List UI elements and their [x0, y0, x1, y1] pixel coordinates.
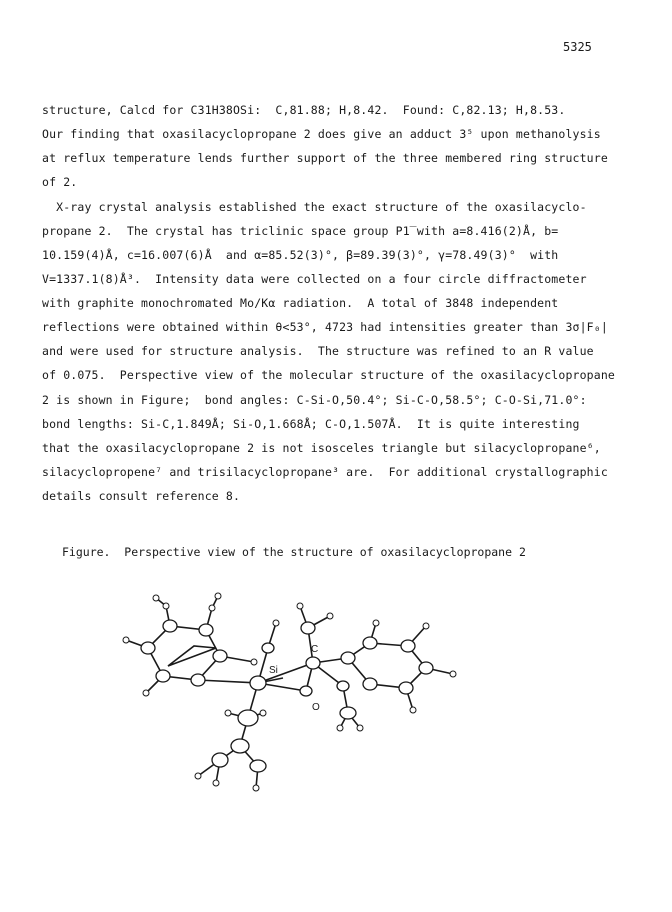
atoms — [141, 620, 433, 772]
text-line: with graphite monochromated Mo/Kα radiation. A total of 3848 independent — [42, 296, 559, 310]
molecular-structure-figure — [108, 588, 468, 803]
atom-label-c: C — [311, 644, 319, 655]
atom-label-o: O — [312, 702, 320, 713]
text-line: structure, Calcd for C31H38OSi: C,81.88; H,8.42. Found: C,82.13; H,8.53. — [42, 103, 566, 117]
text-line: silacyclopropene⁷ and trisilacyclopropane³ are. For additional crystallographic — [42, 465, 608, 479]
text-line: 10.159(4)Å, c=16.007(6)Å and α=85.52(3)°, β=89.39(3)°, γ=78.49(3)° with — [42, 248, 559, 262]
text-line: bond lengths: Si-C,1.849Å; Si-O,1.668Å; C-O,1.507Å. It is quite interesting — [42, 417, 580, 431]
text-line: of 2. — [42, 175, 78, 189]
figure-caption: Figure. Perspective view of the structure of oxasilacyclopropane 2 — [62, 545, 526, 559]
text-line: and were used for structure analysis. The structure was refined to an R value — [42, 344, 594, 358]
text-line: details consult reference 8. — [42, 489, 241, 503]
text-line: reflections were obtained within θ<53°, 4723 had intensities greater than 3σ|F₀| — [42, 320, 608, 334]
text-line: at reflux temperature lends further support of the three membered ring structure — [42, 151, 608, 165]
text-line: Our finding that oxasilacyclopropane 2 does give an adduct 3⁵ upon methanolysis — [42, 127, 601, 141]
text-line: V=1337.1(8)Å³. Intensity data were collected on a four circle diffractometer — [42, 272, 587, 286]
text-line: of 0.075. Perspective view of the molecular structure of the oxasilacyclopropane — [42, 368, 615, 382]
text-line: that the oxasilacyclopropane 2 is not isosceles triangle but silacyclopropane⁶, — [42, 441, 601, 455]
text-line: propane 2. The crystal has triclinic space group P1̅ with a=8.416(2)Å, b= — [42, 224, 559, 238]
atom-label-si: Si — [269, 665, 278, 676]
page-number: 5325 — [563, 40, 592, 54]
text-line: 2 is shown in Figure; bond angles: C-Si-O,50.4°; Si-C-O,58.5°; C-O-Si,71.0°: — [42, 393, 587, 407]
text-line: X-ray crystal analysis established the exact structure of the oxasilacyclo- — [42, 200, 587, 214]
